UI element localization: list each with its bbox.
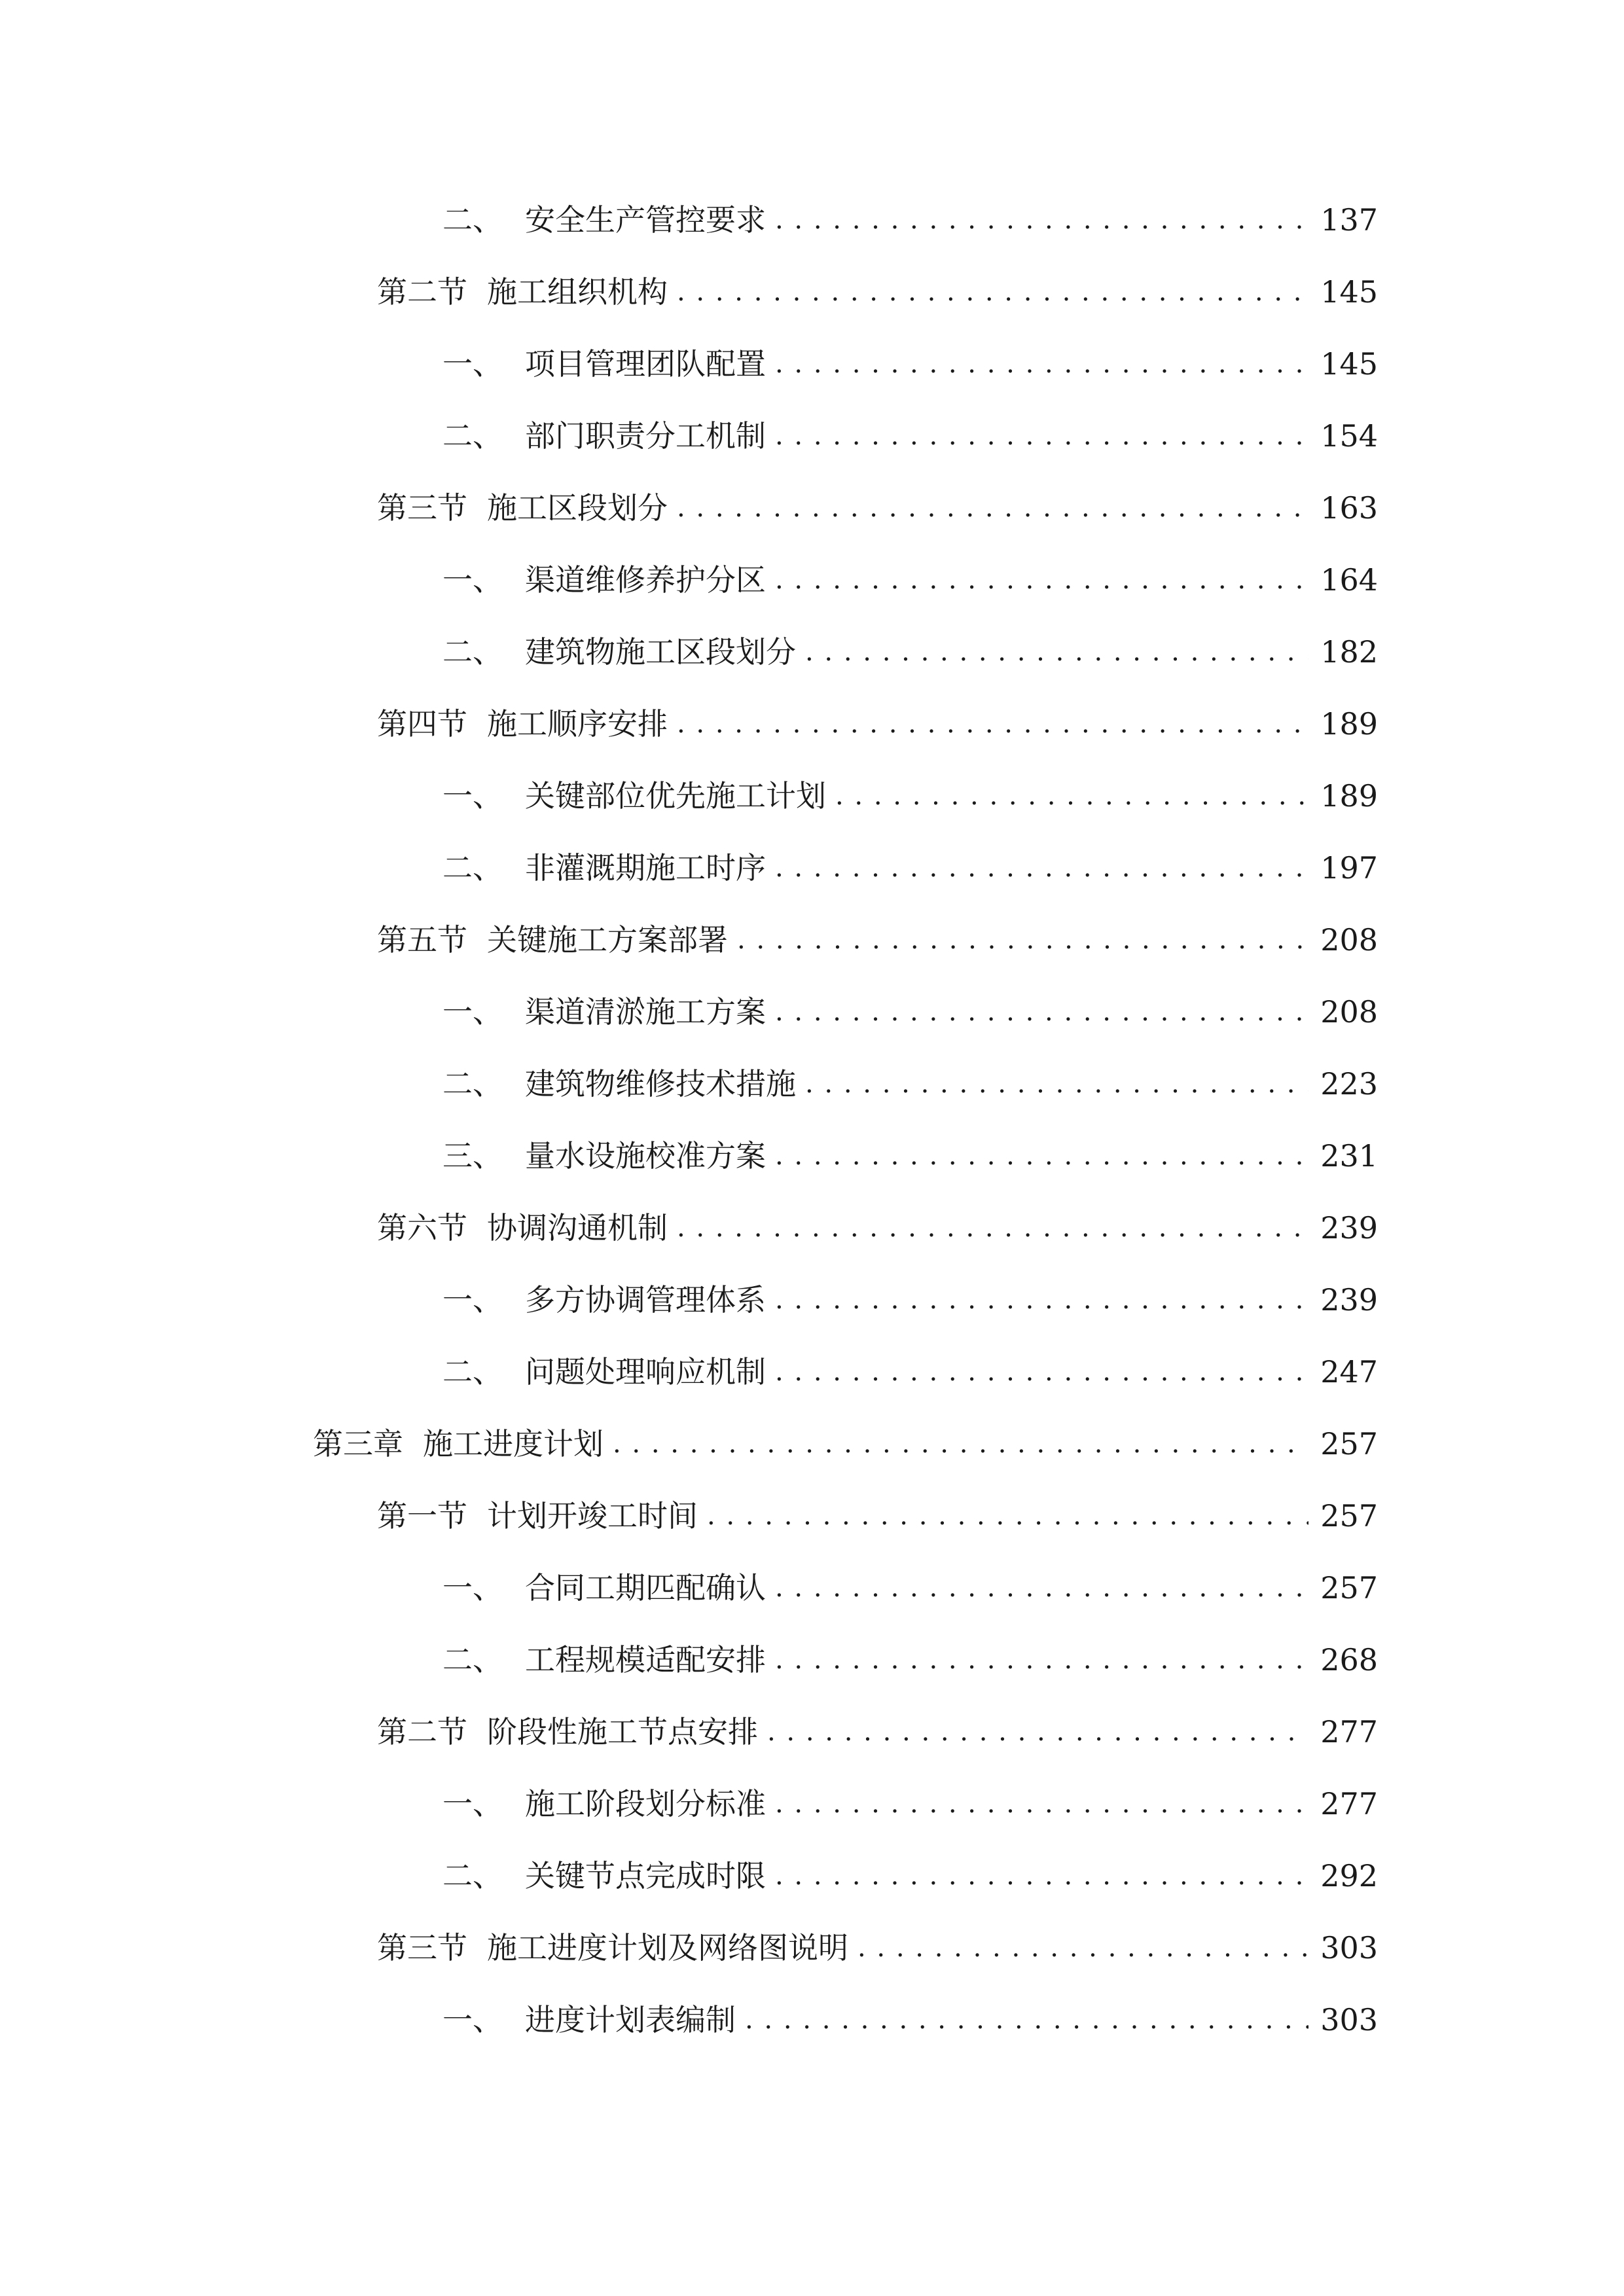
toc-entry-number: 一、 xyxy=(442,1282,503,1318)
dot-leader xyxy=(775,1562,1308,1614)
toc-entry-page: 292 xyxy=(1320,1858,1378,1893)
toc-entry-number: 二、 xyxy=(442,1858,503,1893)
toc-entry[interactable] xyxy=(442,842,1378,894)
toc-entry-number: 一、 xyxy=(442,1570,503,1605)
toc-entry[interactable] xyxy=(377,1490,1378,1542)
toc-entry-page: 189 xyxy=(1320,778,1378,814)
dot-leader xyxy=(745,1994,1308,2046)
toc-entry-title: 阶段性施工节点安排 xyxy=(487,1714,758,1749)
toc-entry-page: 223 xyxy=(1320,1066,1378,1102)
toc-entry-number: 第五节 xyxy=(377,922,467,958)
toc-entry-page: 154 xyxy=(1320,418,1378,454)
dot-leader xyxy=(707,1490,1308,1542)
dot-leader xyxy=(775,194,1308,246)
toc-entry-number: 第三节 xyxy=(377,1930,467,1965)
toc-entry-page: 145 xyxy=(1320,274,1378,310)
toc-entry-title: 施工进度计划 xyxy=(423,1426,604,1462)
toc-entry-page: 239 xyxy=(1320,1210,1378,1246)
toc-entry-title: 进度计划表编制 xyxy=(525,2002,736,2037)
toc-entry-page: 137 xyxy=(1320,202,1378,238)
dot-leader xyxy=(857,1922,1308,1974)
toc-entry-title: 施工组织机构 xyxy=(487,274,668,310)
toc-entry[interactable] xyxy=(442,410,1378,462)
toc-entry-number: 第四节 xyxy=(377,706,467,742)
toc-entry-number: 二、 xyxy=(442,634,503,670)
toc-entry-title: 施工阶段划分标准 xyxy=(525,1786,766,1821)
toc-entry-title: 量水设施校准方案 xyxy=(525,1138,766,1174)
toc-entry[interactable] xyxy=(442,1850,1378,1902)
dot-leader xyxy=(775,1130,1308,1182)
toc-entry-number: 二、 xyxy=(442,202,503,238)
dot-leader xyxy=(775,1850,1308,1902)
dot-leader xyxy=(775,842,1308,894)
toc-entry-number: 第一节 xyxy=(377,1498,467,1534)
toc-entry-page: 197 xyxy=(1320,850,1378,886)
dot-leader xyxy=(775,1778,1308,1830)
toc-entry[interactable] xyxy=(377,1922,1378,1974)
toc-entry-number: 第三节 xyxy=(377,490,467,526)
toc-entry[interactable] xyxy=(442,1562,1378,1614)
toc-entry-number: 第二节 xyxy=(377,1714,467,1749)
toc-entry[interactable] xyxy=(442,986,1378,1038)
toc-entry[interactable] xyxy=(442,1778,1378,1830)
toc-entry[interactable] xyxy=(442,194,1378,246)
toc-entry-number: 一、 xyxy=(442,2002,503,2037)
dot-leader xyxy=(677,482,1308,534)
toc-entry-title: 问题处理响应机制 xyxy=(525,1354,766,1390)
dot-leader xyxy=(775,338,1308,390)
dot-leader xyxy=(775,554,1308,606)
dot-leader xyxy=(737,914,1308,966)
toc-entry-page: 247 xyxy=(1320,1354,1378,1390)
toc-entry-page: 277 xyxy=(1320,1714,1378,1749)
toc-entry-page: 208 xyxy=(1320,994,1378,1030)
toc-entry-title: 建筑物维修技术措施 xyxy=(525,1066,796,1102)
toc-entry[interactable] xyxy=(377,482,1378,534)
toc-entry-number: 第三章 xyxy=(313,1426,403,1462)
toc-entry-page: 303 xyxy=(1320,2002,1378,2037)
toc-entry-page: 182 xyxy=(1320,634,1378,670)
toc-entry-page: 277 xyxy=(1320,1786,1378,1821)
toc-entry-number: 一、 xyxy=(442,994,503,1030)
toc-entry-number: 一、 xyxy=(442,346,503,382)
toc-entry-page: 257 xyxy=(1320,1498,1378,1534)
toc-entry-page: 257 xyxy=(1320,1426,1378,1462)
toc-entry-number: 二、 xyxy=(442,1642,503,1677)
toc-entry[interactable] xyxy=(442,626,1378,678)
dot-leader xyxy=(677,698,1308,750)
toc-entry-title: 施工进度计划及网络图说明 xyxy=(487,1930,848,1965)
toc-entry-title: 施工顺序安排 xyxy=(487,706,668,742)
toc-entry-title: 安全生产管控要求 xyxy=(525,202,766,238)
toc-entry-title: 关键施工方案部署 xyxy=(487,922,728,958)
dot-leader xyxy=(775,1274,1308,1326)
dot-leader xyxy=(613,1418,1308,1470)
dot-leader xyxy=(775,986,1308,1038)
toc-entry-number: 二、 xyxy=(442,850,503,886)
toc-entry-number: 二、 xyxy=(442,1066,503,1102)
toc-entry[interactable] xyxy=(442,1346,1378,1398)
dot-leader xyxy=(775,410,1308,462)
toc-entry-title: 渠道维修养护分区 xyxy=(525,562,766,598)
toc-entry[interactable] xyxy=(377,266,1378,318)
toc-entry[interactable] xyxy=(313,1418,1378,1470)
toc-entry-page: 303 xyxy=(1320,1930,1378,1965)
toc-entry[interactable] xyxy=(442,1274,1378,1326)
toc-entry-number: 三、 xyxy=(442,1138,503,1174)
toc-entry[interactable] xyxy=(442,554,1378,606)
toc-entry-page: 189 xyxy=(1320,706,1378,742)
toc-entry-number: 第六节 xyxy=(377,1210,467,1246)
toc-entry[interactable] xyxy=(442,1058,1378,1110)
toc-entry-title: 合同工期匹配确认 xyxy=(525,1570,766,1605)
toc-entry[interactable] xyxy=(377,1706,1378,1758)
toc-entry[interactable] xyxy=(377,698,1378,750)
toc-entry-title: 渠道清淤施工方案 xyxy=(525,994,766,1030)
toc-entry-title: 计划开竣工时间 xyxy=(487,1498,698,1534)
toc-entry-page: 268 xyxy=(1320,1642,1378,1677)
toc-entry-title: 协调沟通机制 xyxy=(487,1210,668,1246)
dot-leader xyxy=(835,770,1308,822)
toc-entry[interactable] xyxy=(442,770,1378,822)
toc-entry-title: 关键部位优先施工计划 xyxy=(525,778,826,814)
dot-leader xyxy=(775,1346,1308,1398)
toc-entry[interactable] xyxy=(442,1130,1378,1182)
toc-entry-number: 一、 xyxy=(442,778,503,814)
toc-entry-title: 关键节点完成时限 xyxy=(525,1858,766,1893)
toc-entry-page: 145 xyxy=(1320,346,1378,382)
toc-entry-page: 164 xyxy=(1320,562,1378,598)
toc-entry-page: 239 xyxy=(1320,1282,1378,1318)
toc-entry-title: 工程规模适配安排 xyxy=(525,1642,766,1677)
dot-leader xyxy=(805,626,1308,678)
toc-entry-number: 二、 xyxy=(442,418,503,454)
toc-entry-page: 231 xyxy=(1320,1138,1378,1174)
toc-entry-title: 非灌溉期施工时序 xyxy=(525,850,766,886)
toc-entry-number: 一、 xyxy=(442,1786,503,1821)
dot-leader xyxy=(805,1058,1308,1110)
dot-leader xyxy=(677,1202,1308,1254)
toc-entry-title: 项目管理团队配置 xyxy=(525,346,766,382)
toc-entry[interactable] xyxy=(377,914,1378,966)
toc-entry[interactable] xyxy=(442,1634,1378,1686)
toc-entry-number: 第二节 xyxy=(377,274,467,310)
toc-entry-number: 二、 xyxy=(442,1354,503,1390)
toc-entry[interactable] xyxy=(442,1994,1378,2046)
toc-entry-title: 施工区段划分 xyxy=(487,490,668,526)
dot-leader xyxy=(677,266,1308,318)
dot-leader xyxy=(775,1634,1308,1686)
toc-entry-title: 建筑物施工区段划分 xyxy=(525,634,796,670)
toc-entry-page: 208 xyxy=(1320,922,1378,958)
toc-entry-title: 部门职责分工机制 xyxy=(525,418,766,454)
toc-entry-page: 163 xyxy=(1320,490,1378,526)
toc-entry[interactable] xyxy=(377,1202,1378,1254)
toc-entry-number: 一、 xyxy=(442,562,503,598)
toc-entry-page: 257 xyxy=(1320,1570,1378,1605)
dot-leader xyxy=(767,1706,1308,1758)
toc-entry-title: 多方协调管理体系 xyxy=(525,1282,766,1318)
toc-entry[interactable] xyxy=(442,338,1378,390)
